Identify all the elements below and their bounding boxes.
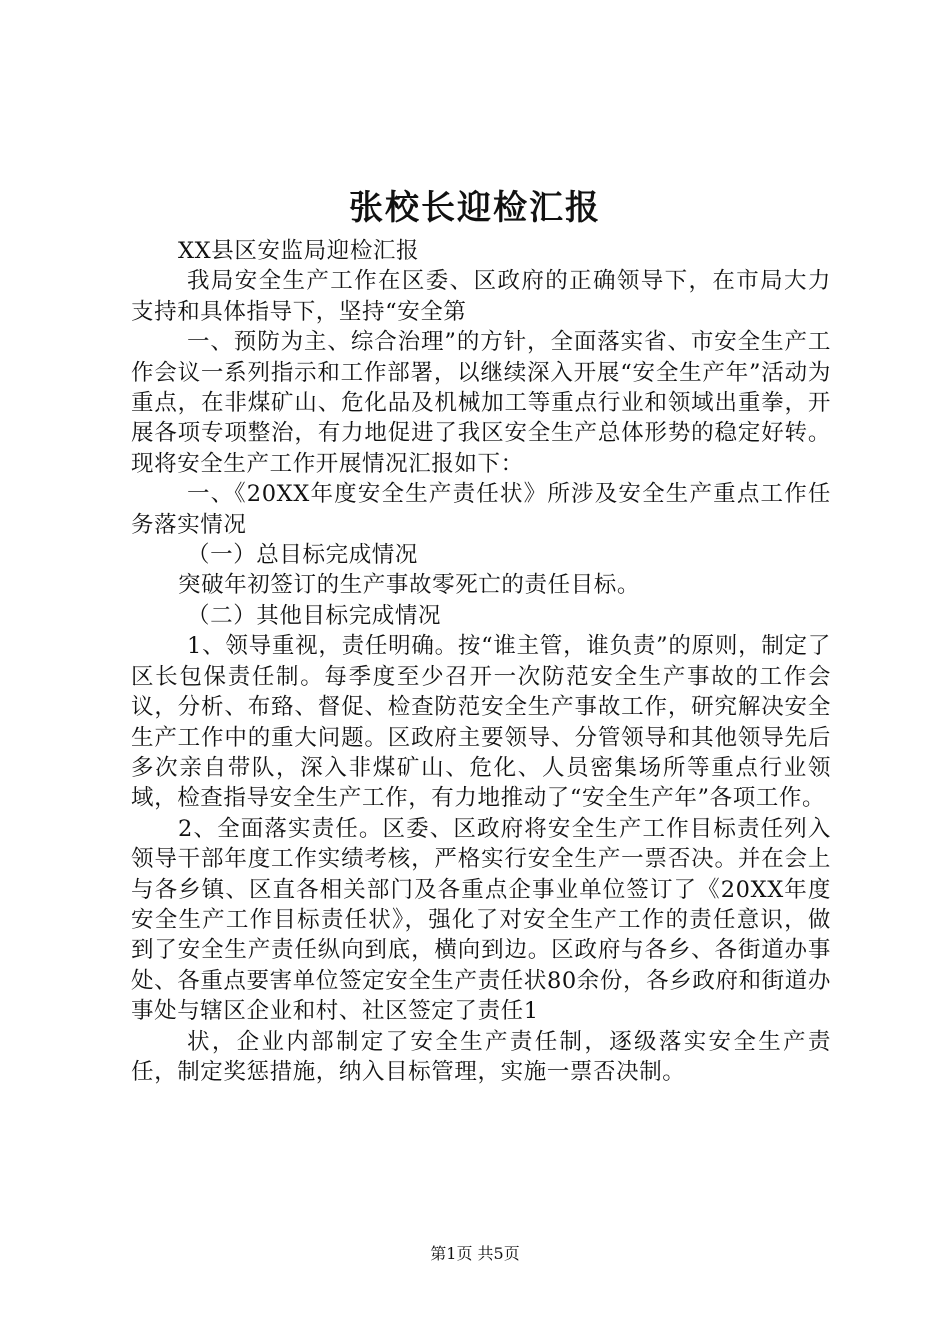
page-footer: 第1页 共5页	[430, 1244, 520, 1263]
body-paragraph: 我局安全生产工作在区委、区政府的正确领导下，在市局大力支持和具体指导下，坚持“安全第	[131, 268, 831, 325]
body-paragraph: （二）其他目标完成情况	[187, 602, 442, 629]
document-title: 张校长迎检汇报	[349, 188, 601, 228]
body-paragraph: （一）总目标完成情况	[187, 542, 419, 569]
body-paragraph: 2、全面落实责任。区委、区政府将安全生产工作目标责任列入领导干部年度工作实绩考核，严格实行安全生产一票否决。并在会上与各乡镇、区直各相关部门及各重点企事业单位签订了《20XX年度安全生产工作目标责任状》，强化了对安全生产工作的责任意识，做到了安全生产责任纵向到底，横向到边。区政府与各乡、各街道办事处、各重点要害单位签定安全生产责任状80余份，各乡政府和街道办事处与辖区企业和村、社区签定了责任1	[131, 815, 831, 1025]
body-paragraph: XX县区安监局迎检汇报	[178, 238, 420, 264]
body-paragraph: 1、领导重视，责任明确。按“谁主管，谁负责”的原则，制定了区长包保责任制。每季度至少召开一次防范安全生产事故的工作会议，分析、布臵、督促、检查防范安全生产事故工作，研究解决安全生产工作中的重大问题。区政府主要领导、分管领导和其他领导先后多次亲自带队，深入非煤矿山、危化、人员密集场所等重点行业领域，检查指导安全生产工作，有力地推动了“安全生产年”各项工作。	[131, 633, 831, 812]
body-paragraph: 状，企业内部制定了安全生产责任制，逐级落实安全生产责任，制定奖惩措施，纳入目标管理，实施一票否决制。	[131, 1028, 831, 1085]
body-paragraph: 突破年初签订的生产事故零死亡的责任目标。	[178, 572, 641, 599]
document-body	[131, 236, 831, 1087]
body-paragraph: 一、预防为主、综合治理”的方针，全面落实省、市安全生产工作会议一系列指示和工作部署，以继续深入开展“安全生产年”活动为重点，在非煤矿山、危化品及机械加工等重点行业和领域出重拳，开展各项专项整治，有力地促进了我区安全生产总体形势的稳定好转。现将安全生产工作开展情况汇报如下：	[131, 329, 831, 477]
body-paragraph: 一、《20XX年度安全生产责任状》所涉及安全生产重点工作任务落实情况	[131, 481, 831, 538]
